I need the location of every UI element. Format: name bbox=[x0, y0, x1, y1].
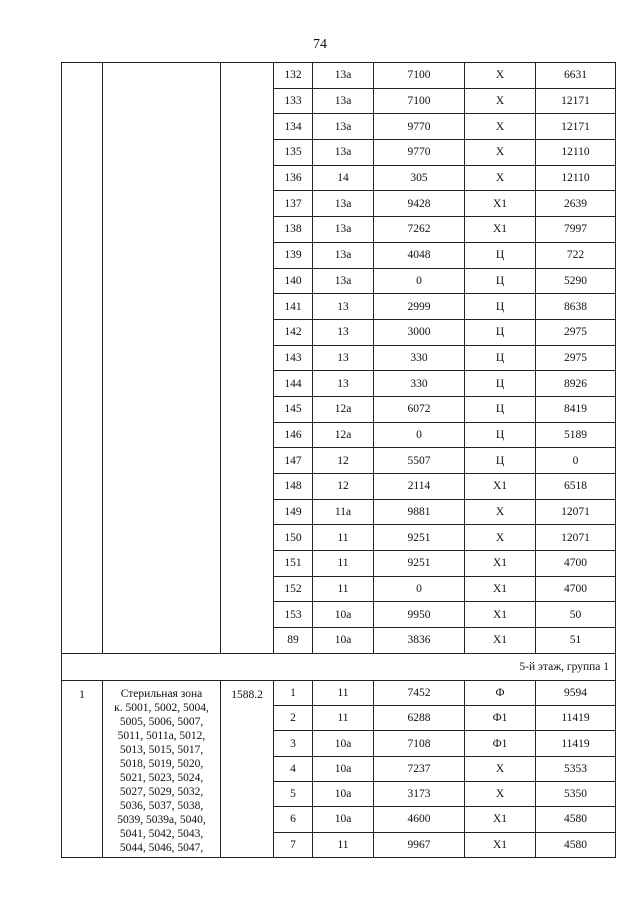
symbol-cell: Ф1 bbox=[465, 706, 536, 731]
point-number: 153 bbox=[274, 602, 313, 628]
value-b-cell: 11419 bbox=[536, 706, 616, 731]
value-b-cell: 6631 bbox=[536, 63, 616, 89]
symbol-cell: Х1 bbox=[465, 807, 536, 832]
value-b-cell: 4580 bbox=[536, 807, 616, 832]
class-cell: 11 bbox=[313, 551, 374, 577]
class-cell: 11 bbox=[313, 706, 374, 731]
zone-line: 5044, 5046, 5047, bbox=[119, 841, 204, 854]
class-cell: 13а bbox=[313, 63, 374, 89]
point-number: 142 bbox=[274, 319, 313, 345]
value-b-cell: 5290 bbox=[536, 268, 616, 294]
value-b-cell: 6518 bbox=[536, 474, 616, 500]
value-a-cell: 0 bbox=[374, 268, 465, 294]
symbol-cell: Ц bbox=[465, 396, 536, 422]
table-body bbox=[62, 63, 616, 858]
symbol-cell: Х bbox=[465, 88, 536, 114]
value-b-cell: 4700 bbox=[536, 551, 616, 577]
value-a-cell: 3173 bbox=[374, 782, 465, 807]
point-number: 150 bbox=[274, 525, 313, 551]
value-b-cell: 5353 bbox=[536, 756, 616, 781]
class-cell: 14 bbox=[313, 165, 374, 191]
value-b-cell: 722 bbox=[536, 242, 616, 268]
symbol-cell: Х1 bbox=[465, 474, 536, 500]
point-number: 139 bbox=[274, 242, 313, 268]
value-b-cell: 8638 bbox=[536, 294, 616, 320]
class-cell: 12а bbox=[313, 396, 374, 422]
class-cell: 10а bbox=[313, 602, 374, 628]
symbol-cell: Ц bbox=[465, 242, 536, 268]
point-number: 143 bbox=[274, 345, 313, 371]
value-b-cell: 5189 bbox=[536, 422, 616, 448]
symbol-cell: Х bbox=[465, 165, 536, 191]
symbol-cell: Х bbox=[465, 140, 536, 166]
value-a-cell: 9770 bbox=[374, 114, 465, 140]
continued-area-cell bbox=[221, 63, 274, 654]
value-a-cell: 9770 bbox=[374, 140, 465, 166]
value-b-cell: 5350 bbox=[536, 782, 616, 807]
point-number: 145 bbox=[274, 396, 313, 422]
value-b-cell: 2639 bbox=[536, 191, 616, 217]
value-b-cell: 12171 bbox=[536, 88, 616, 114]
table-row bbox=[62, 680, 616, 705]
class-cell: 13 bbox=[313, 294, 374, 320]
value-a-cell: 4048 bbox=[374, 242, 465, 268]
point-number: 133 bbox=[274, 88, 313, 114]
symbol-cell: Х1 bbox=[465, 832, 536, 857]
symbol-cell: Ц bbox=[465, 422, 536, 448]
value-b-cell: 4700 bbox=[536, 576, 616, 602]
zone-line: 5027, 5029, 5032, bbox=[119, 785, 204, 798]
zone-line: 5013, 5015, 5017, bbox=[119, 743, 204, 756]
value-a-cell: 9950 bbox=[374, 602, 465, 628]
continued-number-cell bbox=[62, 63, 103, 654]
point-number: 134 bbox=[274, 114, 313, 140]
point-number: 140 bbox=[274, 268, 313, 294]
point-number: 6 bbox=[274, 807, 313, 832]
symbol-cell: Ф1 bbox=[465, 731, 536, 756]
point-number: 149 bbox=[274, 499, 313, 525]
zone-line: 5041, 5042, 5043, bbox=[119, 827, 204, 840]
symbol-cell: Ц bbox=[465, 319, 536, 345]
zone-line: 5005, 5006, 5007, bbox=[119, 715, 204, 728]
class-cell: 11 bbox=[313, 576, 374, 602]
point-number: 3 bbox=[274, 731, 313, 756]
value-a-cell: 2999 bbox=[374, 294, 465, 320]
class-cell: 13а bbox=[313, 191, 374, 217]
zone-description bbox=[103, 680, 221, 857]
value-a-cell: 5507 bbox=[374, 448, 465, 474]
value-b-cell: 51 bbox=[536, 628, 616, 654]
class-cell: 13 bbox=[313, 345, 374, 371]
value-b-cell: 11419 bbox=[536, 731, 616, 756]
value-b-cell: 4580 bbox=[536, 832, 616, 857]
value-a-cell: 6072 bbox=[374, 396, 465, 422]
class-cell: 13 bbox=[313, 319, 374, 345]
value-a-cell: 305 bbox=[374, 165, 465, 191]
class-cell: 13 bbox=[313, 371, 374, 397]
class-cell: 11 bbox=[313, 832, 374, 857]
class-cell: 13а bbox=[313, 88, 374, 114]
zone-line: 5021, 5023, 5024, bbox=[119, 771, 204, 784]
value-a-cell: 9251 bbox=[374, 551, 465, 577]
value-a-cell: 7237 bbox=[374, 756, 465, 781]
symbol-cell: Ц bbox=[465, 268, 536, 294]
symbol-cell: Ц bbox=[465, 448, 536, 474]
point-number: 138 bbox=[274, 217, 313, 243]
value-a-cell: 7262 bbox=[374, 217, 465, 243]
page-number: 74 bbox=[313, 37, 327, 52]
value-a-cell: 0 bbox=[374, 576, 465, 602]
class-cell: 13а bbox=[313, 242, 374, 268]
symbol-cell: Х bbox=[465, 525, 536, 551]
value-a-cell: 4600 bbox=[374, 807, 465, 832]
point-number: 151 bbox=[274, 551, 313, 577]
point-number: 1 bbox=[274, 680, 313, 705]
point-number: 148 bbox=[274, 474, 313, 500]
value-b-cell: 9594 bbox=[536, 680, 616, 705]
point-number: 135 bbox=[274, 140, 313, 166]
class-cell: 11 bbox=[313, 680, 374, 705]
point-number: 2 bbox=[274, 706, 313, 731]
point-number: 7 bbox=[274, 832, 313, 857]
value-a-cell: 7100 bbox=[374, 63, 465, 89]
symbol-cell: Х1 bbox=[465, 576, 536, 602]
group-header-row bbox=[62, 653, 616, 680]
point-number: 144 bbox=[274, 371, 313, 397]
value-b-cell: 7997 bbox=[536, 217, 616, 243]
symbol-cell: Х1 bbox=[465, 551, 536, 577]
zone-line: 5036, 5037, 5038, bbox=[119, 799, 204, 812]
symbol-cell: Х bbox=[465, 499, 536, 525]
symbol-cell: Х1 bbox=[465, 217, 536, 243]
class-cell: 10а bbox=[313, 756, 374, 781]
value-b-cell: 12110 bbox=[536, 165, 616, 191]
symbol-cell: Х bbox=[465, 114, 536, 140]
value-a-cell: 9881 bbox=[374, 499, 465, 525]
point-number: 4 bbox=[274, 756, 313, 781]
symbol-cell: Х1 bbox=[465, 191, 536, 217]
value-b-cell: 12171 bbox=[536, 114, 616, 140]
continued-zone-cell bbox=[103, 63, 221, 654]
value-b-cell: 50 bbox=[536, 602, 616, 628]
value-a-cell: 7100 bbox=[374, 88, 465, 114]
class-cell: 10а bbox=[313, 731, 374, 756]
class-cell: 13а bbox=[313, 140, 374, 166]
class-cell: 13а bbox=[313, 268, 374, 294]
value-a-cell: 0 bbox=[374, 422, 465, 448]
class-cell: 11а bbox=[313, 499, 374, 525]
class-cell: 12 bbox=[313, 448, 374, 474]
point-number: 146 bbox=[274, 422, 313, 448]
symbol-cell: Ц bbox=[465, 294, 536, 320]
class-cell: 13а bbox=[313, 114, 374, 140]
point-number: 152 bbox=[274, 576, 313, 602]
class-cell: 10а bbox=[313, 628, 374, 654]
symbol-cell: Х bbox=[465, 782, 536, 807]
zone-line: к. 5001, 5002, 5004, bbox=[114, 701, 209, 714]
value-a-cell: 7452 bbox=[374, 680, 465, 705]
value-b-cell: 12071 bbox=[536, 525, 616, 551]
zone-area: 1588.2 bbox=[221, 680, 274, 857]
symbol-cell: Ф bbox=[465, 680, 536, 705]
symbol-cell: Ц bbox=[465, 371, 536, 397]
group-header: 5-й этаж, группа 1 bbox=[62, 653, 616, 680]
class-cell: 11 bbox=[313, 525, 374, 551]
value-a-cell: 7108 bbox=[374, 731, 465, 756]
point-number: 132 bbox=[274, 63, 313, 89]
class-cell: 10а bbox=[313, 782, 374, 807]
point-number: 5 bbox=[274, 782, 313, 807]
class-cell: 12а bbox=[313, 422, 374, 448]
value-a-cell: 9428 bbox=[374, 191, 465, 217]
value-a-cell: 330 bbox=[374, 345, 465, 371]
table-row bbox=[62, 63, 616, 89]
value-b-cell: 2975 bbox=[536, 319, 616, 345]
zone-line: 5011, 5011а, 5012, bbox=[117, 729, 206, 742]
value-a-cell: 6288 bbox=[374, 706, 465, 731]
symbol-cell: Ц bbox=[465, 345, 536, 371]
value-a-cell: 3000 bbox=[374, 319, 465, 345]
symbol-cell: Х1 bbox=[465, 602, 536, 628]
value-b-cell: 12071 bbox=[536, 499, 616, 525]
symbol-cell: Х bbox=[465, 756, 536, 781]
value-a-cell: 330 bbox=[374, 371, 465, 397]
value-b-cell: 12110 bbox=[536, 140, 616, 166]
value-b-cell: 0 bbox=[536, 448, 616, 474]
zone-number: 1 bbox=[62, 680, 103, 857]
point-number: 136 bbox=[274, 165, 313, 191]
zone-line: Стерильная зона bbox=[120, 687, 203, 700]
value-a-cell: 9251 bbox=[374, 525, 465, 551]
symbol-cell: Х bbox=[465, 63, 536, 89]
class-cell: 12 bbox=[313, 474, 374, 500]
symbol-cell: Х1 bbox=[465, 628, 536, 654]
class-cell: 13а bbox=[313, 217, 374, 243]
point-number: 137 bbox=[274, 191, 313, 217]
value-a-cell: 3836 bbox=[374, 628, 465, 654]
value-b-cell: 8419 bbox=[536, 396, 616, 422]
value-a-cell: 9967 bbox=[374, 832, 465, 857]
class-cell: 10а bbox=[313, 807, 374, 832]
point-number: 89 bbox=[274, 628, 313, 654]
value-a-cell: 2114 bbox=[374, 474, 465, 500]
data-table bbox=[61, 62, 616, 858]
point-number: 141 bbox=[274, 294, 313, 320]
value-b-cell: 8926 bbox=[536, 371, 616, 397]
value-b-cell: 2975 bbox=[536, 345, 616, 371]
zone-line: 5018, 5019, 5020, bbox=[119, 757, 204, 770]
zone-line: 5039, 5039а, 5040, bbox=[117, 813, 206, 826]
point-number: 147 bbox=[274, 448, 313, 474]
